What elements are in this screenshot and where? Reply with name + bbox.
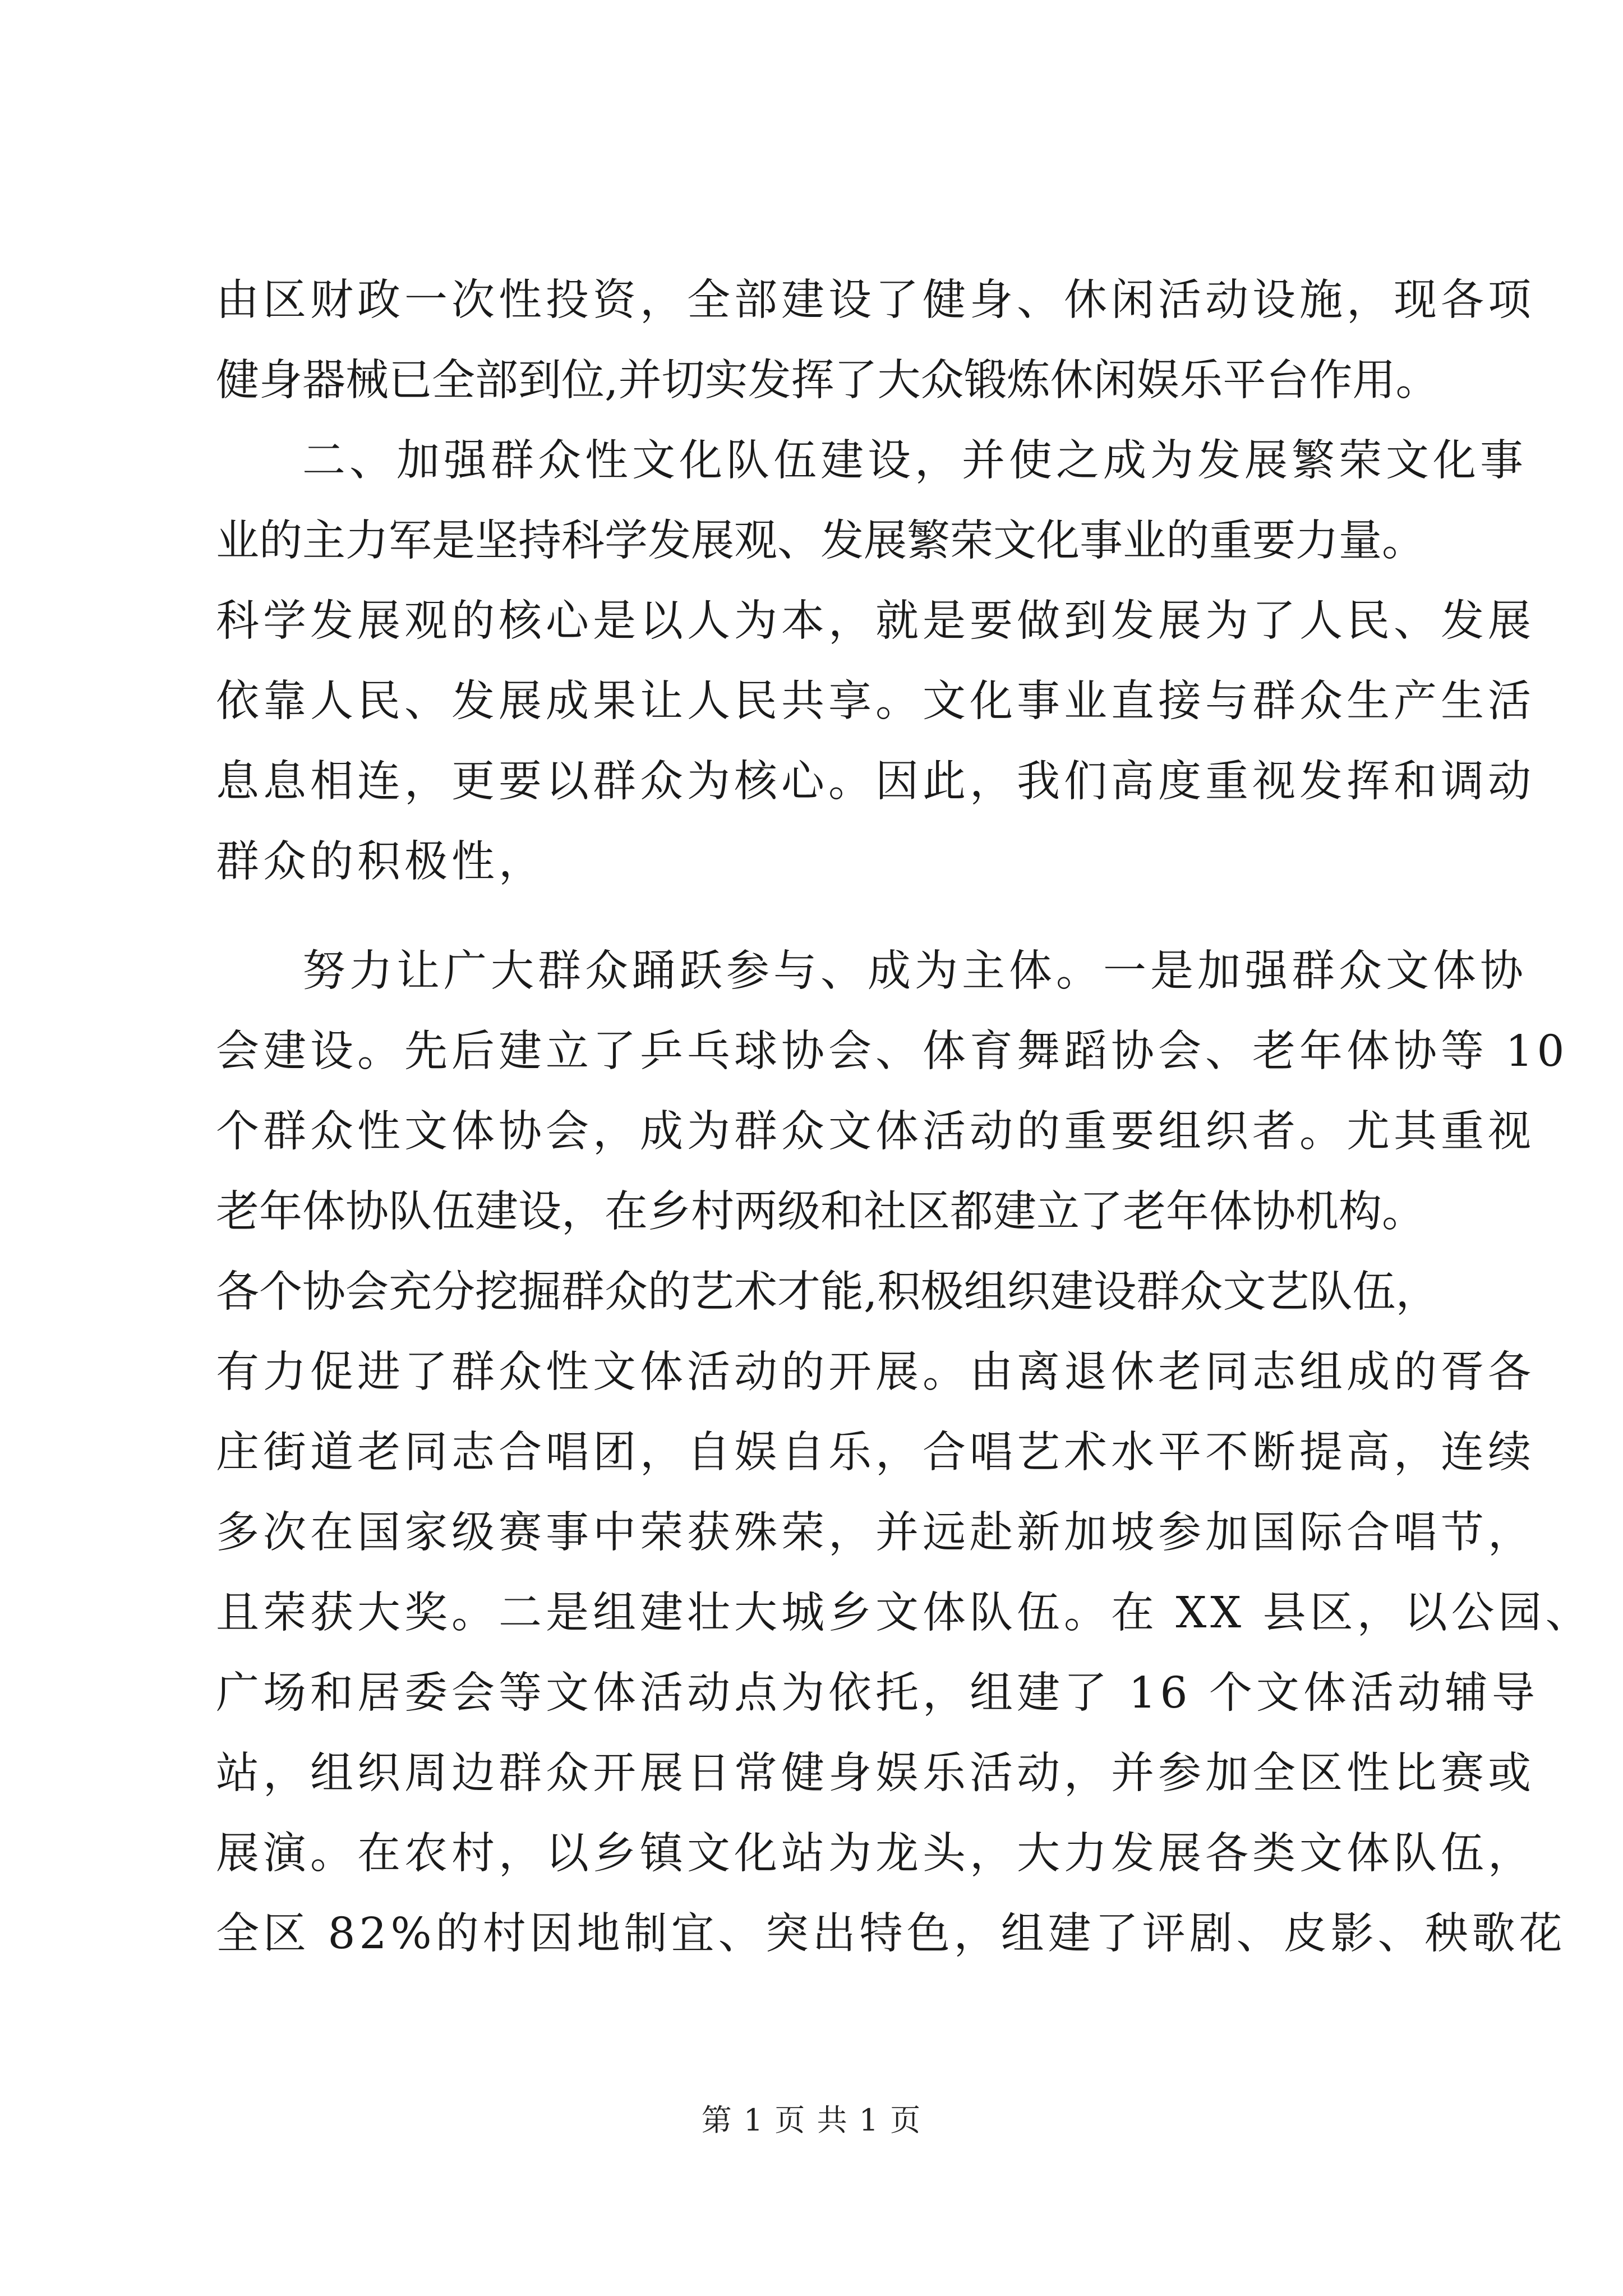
page-number-footer: 第 1 页 共 1 页 (701, 2102, 922, 2138)
text-line: 庄街道老同志合唱团，自娱自乐，合唱艺术水平不断提高，连续 (216, 1428, 1535, 1478)
text-line: 由区财政一次性投资，全部建设了健身、休闲活动设施，现各项 (216, 275, 1535, 325)
text-line: 科学发展观的核心是以人为本，就是要做到发展为了人民、发展 (216, 596, 1535, 646)
text-line: 个群众性文体协会，成为群众文体活动的重要组织者。尤其重视 (216, 1107, 1535, 1157)
text-line: 群众的积极性， (216, 837, 546, 887)
text-line: 依靠人民、发展成果让人民共享。文化事业直接与群众生产生活 (216, 677, 1535, 726)
text-line: 有力促进了群众性文体活动的开展。由离退休老同志组成的胥各 (216, 1347, 1535, 1397)
text-line: 广场和居委会等文体活动点为依托，组建了 16 个文体活动辅导 (216, 1668, 1539, 1718)
text-line: 业的主力军是坚持科学发展观、发展繁荣文化事业的重要力量。 (216, 516, 1425, 566)
text-line: 健身器械已全部到位,并切实发挥了大众锻炼休闲娱乐平台作用。 (216, 356, 1439, 406)
text-line: 多次在国家级赛事中荣获殊荣，并远赴新加坡参加国际合唱节， (216, 1508, 1535, 1558)
text-line: 且荣获大奖。二是组建壮大城乡文体队伍。在 XX 县区，以公园、 (216, 1588, 1593, 1638)
text-line: 站，组织周边群众开展日常健身娱乐活动，并参加全区性比赛或 (216, 1749, 1535, 1798)
text-line: 息息相连，更要以群众为核心。因此，我们高度重视发挥和调动 (216, 757, 1535, 807)
text-line: 会建设。先后建立了乒乓球协会、体育舞蹈协会、老年体协等 10 (216, 1027, 1569, 1076)
text-line: 各个协会充分挖掘群众的艺术才能,积极组织建设群众文艺队伍， (216, 1267, 1439, 1317)
text-line: 展演。在农村，以乡镇文化站为龙头，大力发展各类文体队伍， (216, 1829, 1535, 1879)
body-text (216, 260, 1593, 1974)
text-line: 老年体协队伍建设，在乡村两级和社区都建立了老年体协机构。 (216, 1187, 1425, 1237)
paragraph-start-line: 二、加强群众性文化队伍建设，并使之成为发展繁荣文化事 (302, 436, 1527, 486)
text-line: 全区 82%的村因地制宜、突出特色，组建了评剧、皮影、秧歌花 (216, 1909, 1566, 1959)
paragraph-start-line: 努力让广大群众踊跃参与、成为主体。一是加强群众文体协 (302, 946, 1527, 996)
